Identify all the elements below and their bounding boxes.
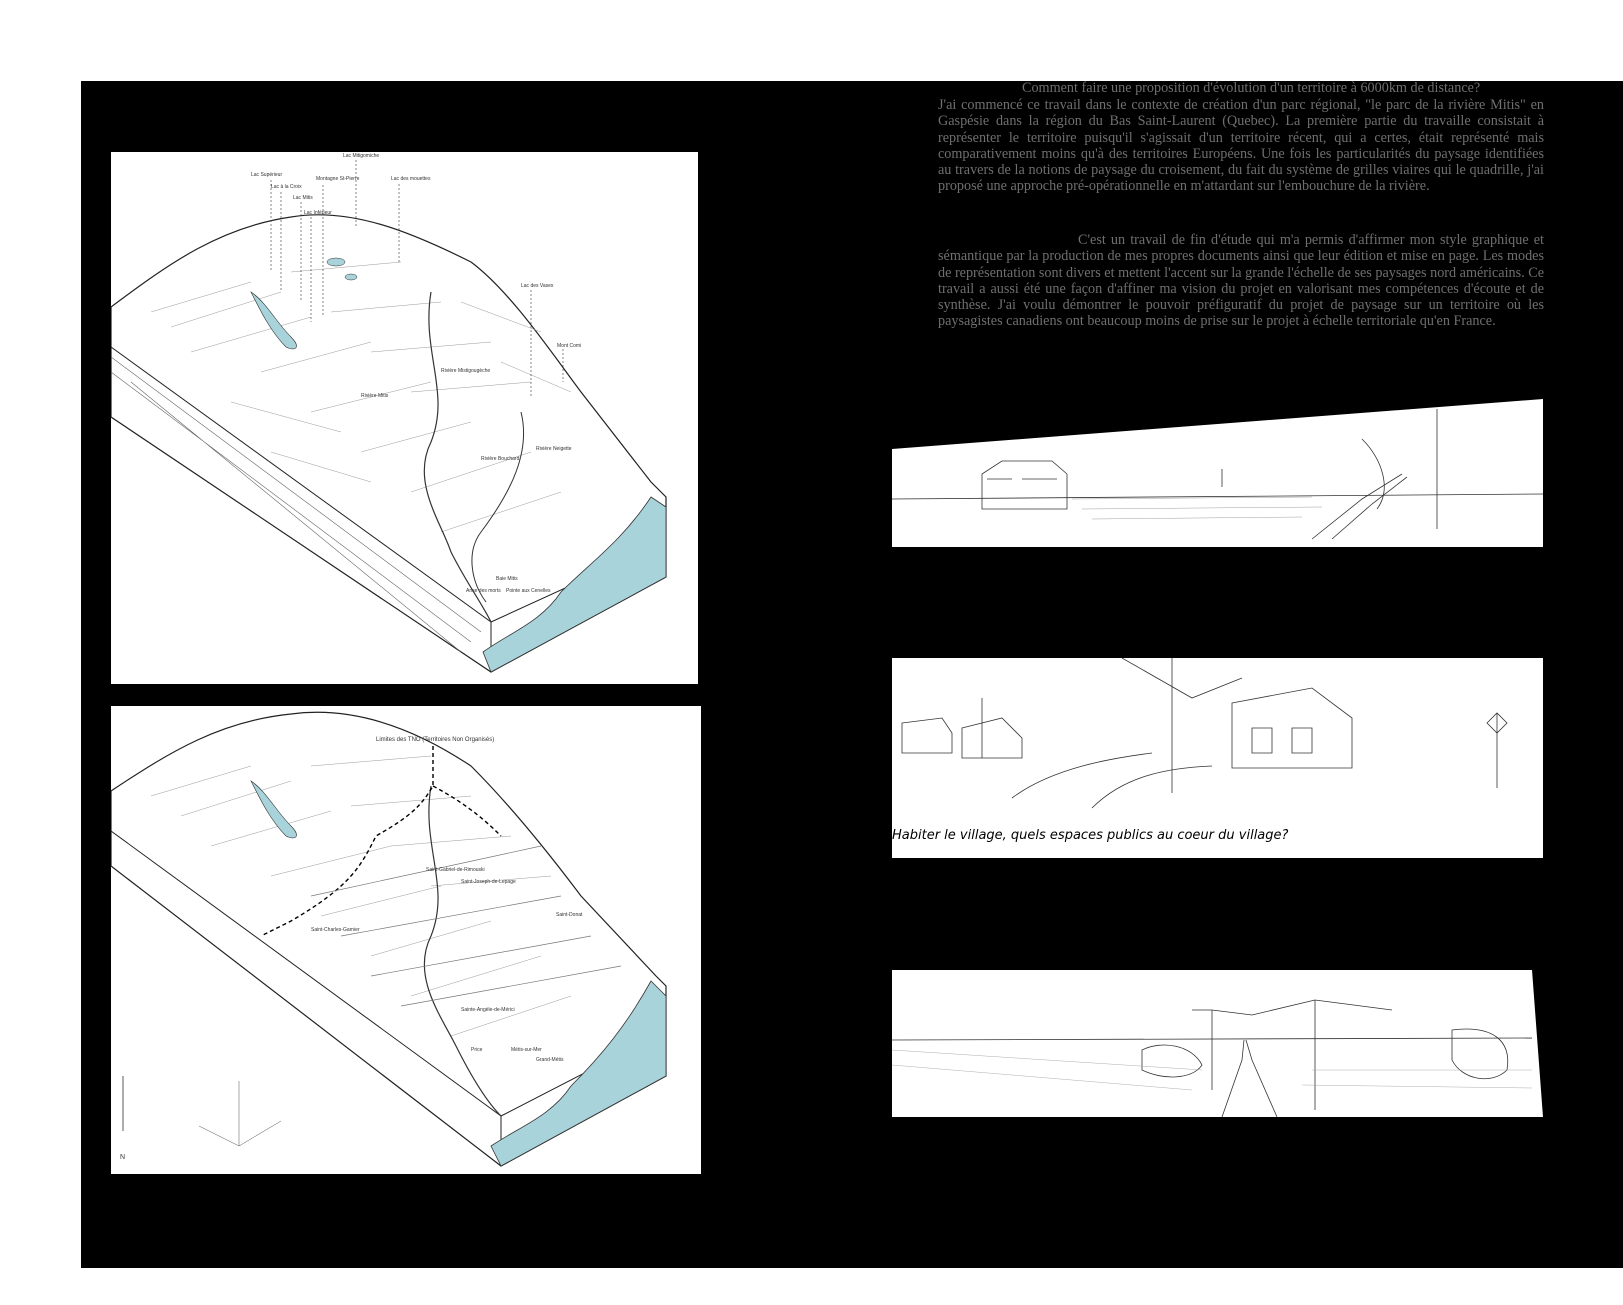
map-label: Rivière Mistigougèche: [441, 368, 491, 374]
map-label: Lac des Vases: [521, 283, 554, 289]
north-label: N: [120, 1154, 126, 1161]
tno-label: Limites des TNO (Territoires Non Organisés): [376, 737, 495, 743]
map-label: Montagne St-Pierre: [316, 176, 360, 182]
block-diagram-tno: [111, 706, 701, 1174]
place-label: Saint-Joseph-de-Lepage: [461, 879, 516, 885]
sketch-rural-road: [892, 399, 1543, 547]
place-label: Saint-Gabriel-de-Rimouski: [426, 867, 485, 873]
map-label: Pointe aux Cenelles: [506, 588, 551, 594]
intro-paragraph-2: C'est un travail de fin d'étude qui m'a permis d'affirmer mon style graphique et sémantique par la production de mes propres documents ainsi que leur édition et mise en page. Les modes de représentation sont divers et mettent l'accent sur la grande l'échelle de ses paysages nord américains. Ce travail a aussi été une façon d'affiner ma vision du projet en valorisant mes compétences d'écoute et de synthèse. J'ai voulu démontrer le pouvoir préfiguratif du projet de paysage sur un territoire où les paysagistes canadiens ont beaucoup moins de prise sur le projet à échelle territoriale qu'en France.: [938, 232, 1544, 330]
block-diagram-relief: [111, 152, 698, 684]
map-label: Mont Comi: [557, 343, 582, 349]
scale-axes-icon: [199, 1081, 281, 1146]
place-label: Saint-Charles-Garnier: [311, 927, 360, 933]
map-label: Lac Supérieur: [251, 172, 283, 178]
map-label: Anse des morts: [466, 588, 501, 594]
map-label: Lac des mouettes: [391, 176, 431, 182]
place-label: Métis-sur-Mer: [511, 1047, 542, 1053]
map-label: Baie Mitis: [496, 576, 518, 582]
map-label: Lac Inférieur: [304, 210, 332, 216]
place-label: Grand-Métis: [536, 1057, 564, 1063]
sketch-country-road: [892, 970, 1543, 1117]
map-label: Rivière Mitis: [361, 393, 389, 399]
map-label: Rivière Neigette: [536, 446, 572, 452]
map-label: Lac à la Croix: [271, 184, 302, 190]
intro-question: Comment faire une proposition d'évolution d'un territoire à 6000km de distance?: [1022, 80, 1481, 96]
map-label: Rivière Bouchard: [481, 456, 520, 462]
intro-paragraph-1: J'ai commencé ce travail dans le contexte de création d'un parc régional, "le parc de la rivière Mitis" en Gaspésie dans la région du Bas Saint-Laurent (Quebec). La première partie du travaille consistait à représenter le territoire puisqu'il s'agissait d'un territoire récent, qui a certes, était représenté mais comparativement moins qu'à des territoires Européens. Une fois les particularités du paysage identifiées au travers de la notions de paysage du croisement, du fait du système de grilles viaires qui le quadrille, j'ai proposé une approche pré-opérationnelle en m'attardant sur l'embouchure de la rivière.: [938, 97, 1544, 195]
sketch-village: [892, 658, 1543, 858]
map-label: Lac Mitis: [293, 195, 313, 201]
map-label: Lac Mitigomiche: [343, 153, 380, 159]
place-label: Sainte-Angèle-de-Mérici: [461, 1007, 515, 1013]
place-label: Price: [471, 1047, 483, 1053]
sketch-caption: Habiter le village, quels espaces publics au coeur du village?: [892, 828, 1289, 843]
place-label: Saint-Donat: [556, 912, 583, 918]
